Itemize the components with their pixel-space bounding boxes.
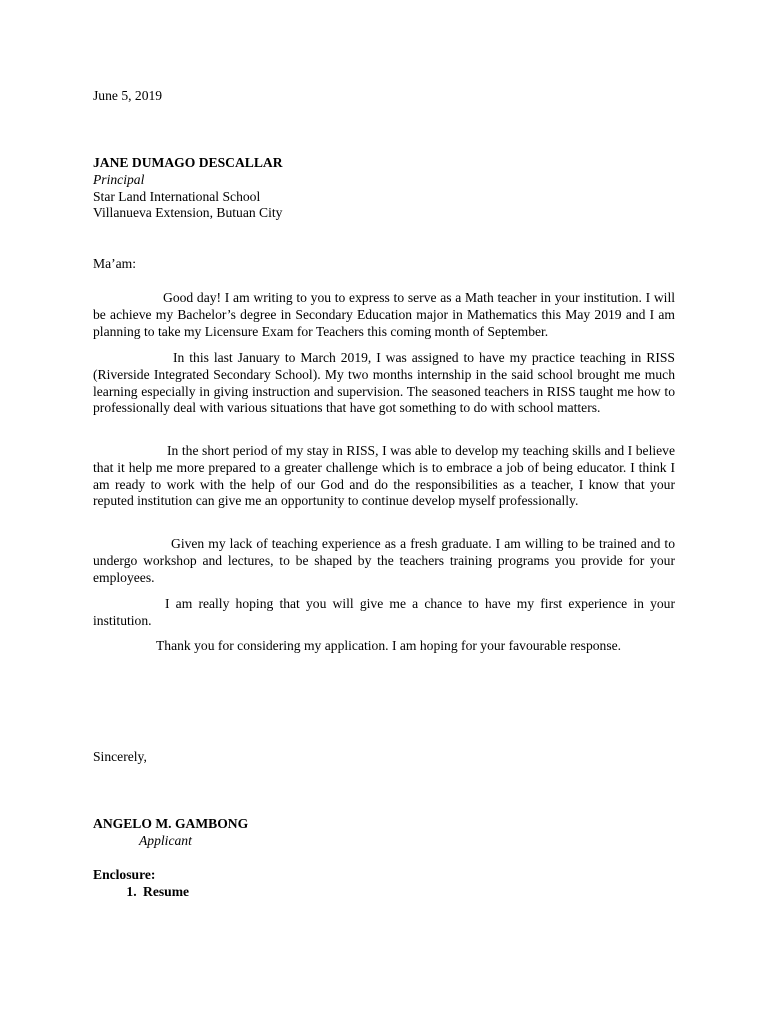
salutation: Ma’am: [93,256,137,271]
enclosure-list [93,884,675,901]
body-paragraph-4: Given my lack of teaching experience as a fresh graduate. I am willing to be trained and to undergo workshop and lectures, to be shaped by the teachers training programs you provide for your employees. [93,536,675,585]
signature-block [93,816,675,850]
signer-role: Applicant [139,832,192,848]
recipient-block [93,155,675,222]
enclosure-label: Enclosure: [93,867,156,882]
enclosure-block [93,867,675,901]
closing: Sincerely, [93,749,147,764]
recipient-title: Principal [93,171,145,187]
enclosure-item: 1. Resume [140,884,675,901]
body-paragraph-2: In this last January to March 2019, I was assigned to have my practice teaching in RISS (Riverside Integrated Secondary School). My two months internship in the said school brought me much learning especially in giving instruction and supervision. The seasoned teachers in RISS taught me how to professionally deal with various situations that have got something to do with school matters. [93,350,675,416]
signer-name: ANGELO M. GAMBONG [93,816,249,831]
letter-date: June 5, 2019 [93,88,163,103]
body-paragraph-6: Thank you for considering my application. I am hoping for your favourable response. [156,638,622,653]
body-paragraph-5: I am really hoping that you will give me a chance to have my first experience in your institution. [93,596,675,628]
body-paragraph-3: In the short period of my stay in RISS, I was able to develop my teaching skills and I believe that it help me more prepared to a greater challenge which is to embrace a job of being educator. I think I am ready to work with the help of our God and do the responsibilities as a teacher, I know that your reputed institution can give me an opportunity to continue develop myself professionally. [93,443,675,509]
recipient-address: Villanueva Extension, Butuan City [93,205,283,221]
body-paragraph-1: Good day! I am writing to you to express to serve as a Math teacher in your institution. I will be achieve my Bachelor’s degree in Secondary Education major in Mathematics this May 2019 and I am planning to take my Licensure Exam for Teachers this coming month of September. [93,290,675,339]
recipient-organization: Star Land International School [93,188,261,204]
recipient-name: JANE DUMAGO DESCALLAR [93,155,283,170]
